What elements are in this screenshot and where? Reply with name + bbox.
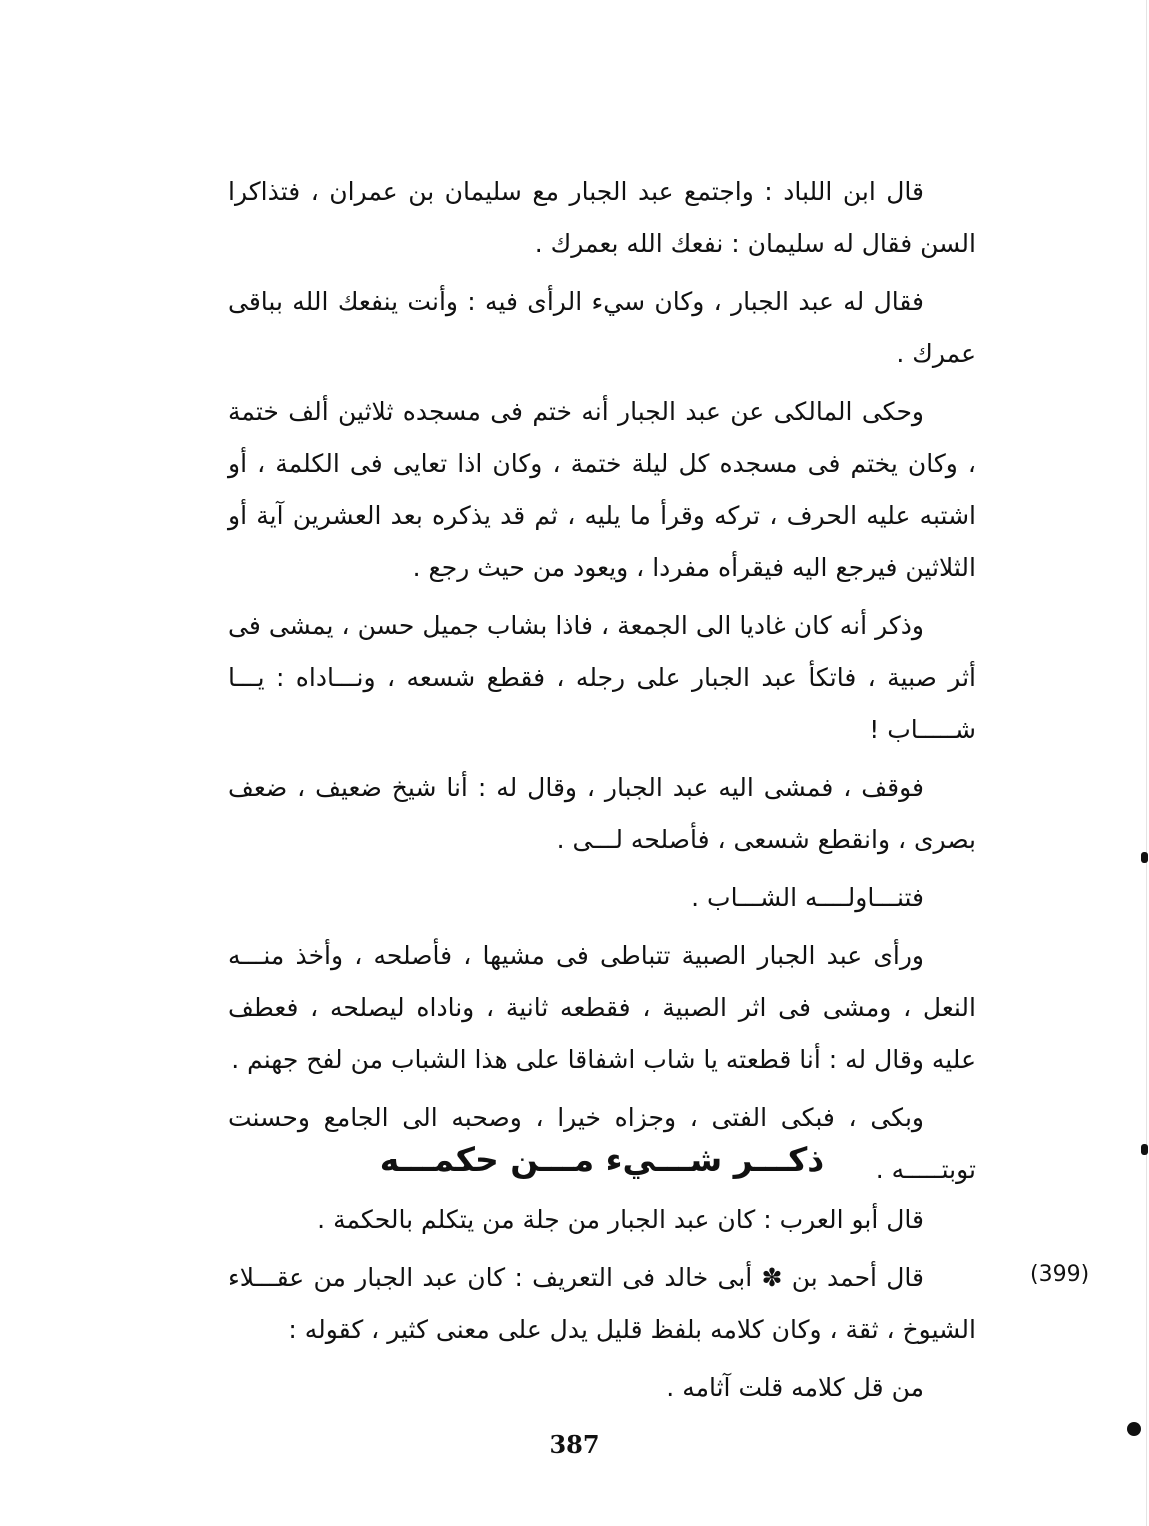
paragraph: وحكى المالكى عن عبد الجبار أنه ختم فى مسجده ثلاثين ألف ختمة ، وكان يختم فى مسجده كل ليلة ختمة ، وكان اذا تعايى فى الكلمة ، أو اشتبه عليه الحرف ، تركه وقرأ ما يليه ، ثم قد يذكره بعد العشرين آية أو الثلاثين فيرجع اليه فيقرأه مفردا ، ويعود من حيث رجع . [228, 397, 976, 582]
paragraph: قال ابن اللباد : واجتمع عبد الجبار مع سليمان بن عمران ، فتذاكرا السن فقال له سليمان : نفعك الله بعمرك . [228, 177, 976, 258]
page-number: 387 [549, 1430, 600, 1459]
section-heading: ذكـــر شـــيء مـــن حكمـــه [379, 1140, 825, 1179]
paragraph: ورأى عبد الجبار الصبية تتباطى فى مشيها ، فأصلحه ، وأخذ منـــه النعل ، ومشى فى اثر الصبية ، فقطعه ثانية ، وناداه ليصلحه ، فعطف عليه وقال له : أنا قطعته يا شاب اشفاقا على هذا الشباب من لفح جهنم . [228, 941, 976, 1074]
paragraph: فقال له عبد الجبار ، وكان سيء الرأى فيه : وأنت ينفعك الله بباقى عمرك . [228, 287, 976, 368]
scan-mark-dot [1141, 1144, 1148, 1155]
paragraph: فوقف ، فمشى اليه عبد الجبار ، وقال له : أنا شيخ ضعيف ، ضعف بصرى ، وانقطع شسعى ، فأصلحه لـــى . [228, 773, 976, 854]
page-edge-line [1146, 0, 1147, 1526]
punch-hole-dot [1127, 1422, 1141, 1436]
body-text-top [228, 166, 976, 1196]
paragraph: فتنـــاولــــه الشـــاب . [691, 883, 924, 912]
body-text-bottom [228, 1194, 976, 1414]
paragraph: من قل كلامه قلت آثامه . [666, 1373, 924, 1402]
paragraph: قال أبو العرب : كان عبد الجبار من جلة من يتكلم بالحكمة . [317, 1205, 924, 1234]
paragraph: وذكر أنه كان غاديا الى الجمعة ، فاذا بشاب جميل حسن ، يمشى فى أثر صبية ، فاتكأ عبد الجبار على رجله ، فقطع شسعه ، ونـــاداه : يـــا شـــــاب ! [228, 611, 976, 744]
paragraph: وبكى ، فبكى الفتى ، وجزاه خيرا ، وصحبه الى الجامع وحسنت توبتـــــه . [228, 1103, 976, 1184]
margin-reference-number: (399) [1030, 1262, 1090, 1287]
scan-mark-dot [1141, 852, 1148, 863]
paragraph: قال أحمد بن ✽ أبى خالد فى التعريف : كان عبد الجبار من عقـــلاء الشيوخ ، ثقة ، وكان كلامه بلفظ قليل يدل على معنى كثير ، كقوله : [228, 1263, 976, 1344]
